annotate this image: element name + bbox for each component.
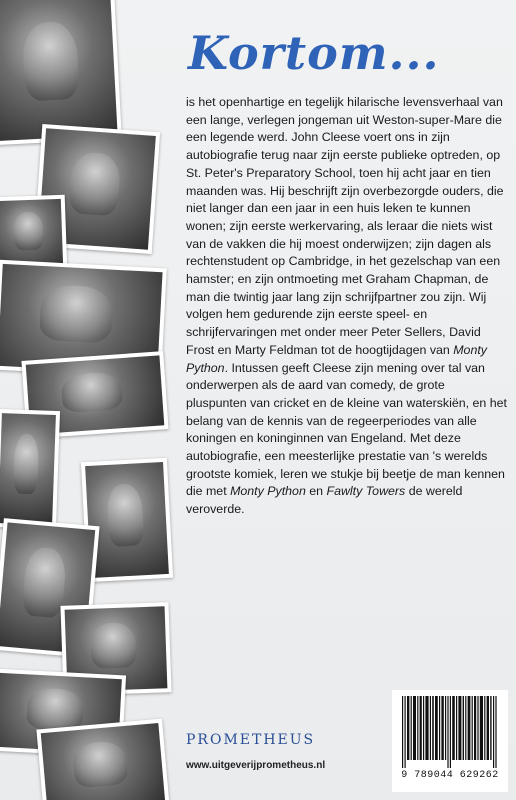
barcode-number: 9 789044 629262	[401, 770, 499, 781]
collage-photo	[36, 719, 169, 800]
blurb-segment: . Intussen geeft Cleese zijn mening over tal van onderwerpen als de aard van comedy, de grote pluspunten van cricket en de kleine van waterskiën, en het belang van de kennis van de regeerperiodes van alle koningen en koninginnen van Engeland. Met deze autobiografie, een meesterlijke prestatie van 's werelds grootste komiek, leren we stukje bij beetje de man kennen die met	[186, 360, 507, 499]
blurb-segment: de wereld veroverde.	[186, 484, 463, 517]
blurb-title-monty-python: Monty Python	[230, 484, 306, 499]
blurb-title-fawlty-towers: Fawlty Towers	[326, 484, 406, 499]
blurb-segment: is het openhartige en tegelijk hilarische levensverhaal van een lange, verlegen jongeman uit Weston-super-Mare die een legende werd. John Cleese voert ons in zijn autobiografie terug naar zijn eerste publieke optreden, op St. Peter's Preparatory School, toen hij acht jaar en tien maanden was. Hij beschrijft zijn overbezorgde ouders, die niet langer dan een jaar in een huis leken te kunnen wonen; zijn eerste werkervaring, als leraar die niets wist van de vakken die hij moest onderwijzen; zijn dagen als rechtenstudent op Cambridge, in het gezelschap van een hamster; en zijn ontmoeting met Graham Chapman, de man die twintig jaar lang zijn schrijfpartner zou zijn. Wij volgen hem gedurende zijn eerste speel- en schrijfervaringen met onder meer Peter Sellers, David Frost en Marty Feldman tot de hoogtijdagen van	[186, 95, 504, 357]
barcode-box	[392, 690, 508, 792]
collage-photo	[0, 409, 60, 529]
barcode-icon	[400, 696, 500, 768]
blurb-text	[186, 94, 508, 519]
publisher-url: www.uitgeverijprometheus.nl	[186, 760, 326, 771]
heading: Kortom...	[188, 26, 440, 80]
photo-collage	[0, 0, 175, 800]
collage-photo	[0, 0, 122, 145]
blurb-title-monty-python: Monty Python	[186, 342, 487, 375]
publisher-logo: PROMETHEUS	[186, 732, 316, 748]
blurb-segment: en	[305, 484, 327, 499]
